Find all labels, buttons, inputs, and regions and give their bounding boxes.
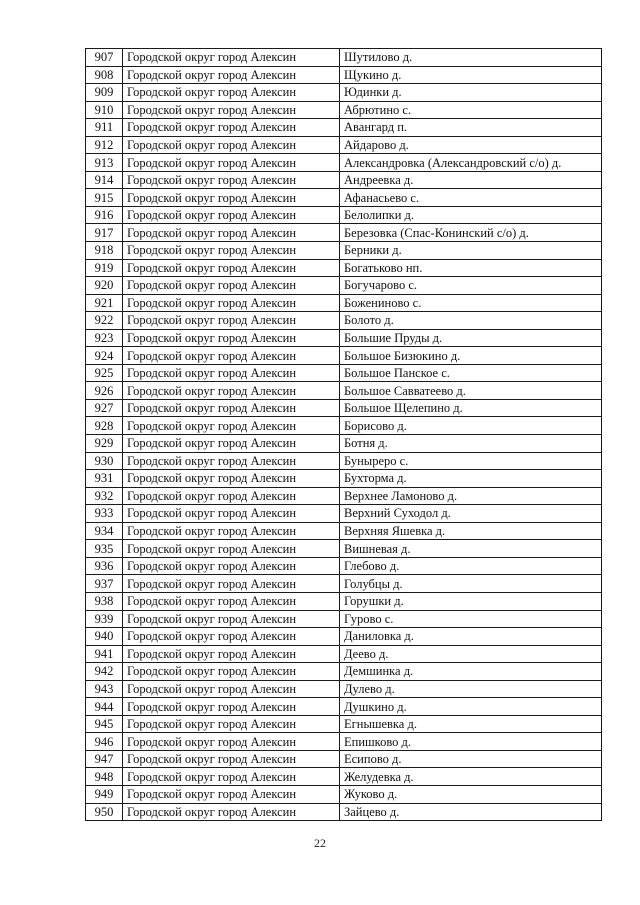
settlement-cell: Большое Бизюкино д. xyxy=(340,347,602,365)
row-number-cell: 918 xyxy=(86,242,123,260)
table-row xyxy=(86,645,602,663)
table-row xyxy=(86,312,602,330)
row-number-cell: 921 xyxy=(86,294,123,312)
table-row xyxy=(86,698,602,716)
settlement-cell: Божениново с. xyxy=(340,294,602,312)
table-row xyxy=(86,715,602,733)
district-cell: Городской округ город Алексин xyxy=(123,417,340,435)
settlement-cell: Большое Панское с. xyxy=(340,364,602,382)
row-number-cell: 928 xyxy=(86,417,123,435)
table-row xyxy=(86,557,602,575)
district-cell: Городской округ город Алексин xyxy=(123,136,340,154)
row-number-cell: 919 xyxy=(86,259,123,277)
district-cell: Городской округ город Алексин xyxy=(123,399,340,417)
row-number-cell: 909 xyxy=(86,84,123,102)
row-number-cell: 910 xyxy=(86,101,123,119)
row-number-cell: 947 xyxy=(86,750,123,768)
table-row xyxy=(86,785,602,803)
settlement-cell: Голубцы д. xyxy=(340,575,602,593)
table-row xyxy=(86,101,602,119)
district-cell: Городской округ город Алексин xyxy=(123,347,340,365)
table-row xyxy=(86,382,602,400)
settlement-cell: Зайцево д. xyxy=(340,803,602,821)
table-row xyxy=(86,136,602,154)
row-number-cell: 920 xyxy=(86,277,123,295)
settlement-cell: Афанасьево с. xyxy=(340,189,602,207)
row-number-cell: 941 xyxy=(86,645,123,663)
district-cell: Городской округ город Алексин xyxy=(123,259,340,277)
table-row xyxy=(86,399,602,417)
settlement-cell: Верхняя Яшевка д. xyxy=(340,522,602,540)
district-cell: Городской округ город Алексин xyxy=(123,119,340,137)
settlement-cell: Верхнее Ламоново д. xyxy=(340,487,602,505)
table-row xyxy=(86,522,602,540)
row-number-cell: 914 xyxy=(86,171,123,189)
row-number-cell: 934 xyxy=(86,522,123,540)
row-number-cell: 942 xyxy=(86,663,123,681)
row-number-cell: 923 xyxy=(86,329,123,347)
row-number-cell: 950 xyxy=(86,803,123,821)
district-cell: Городской округ город Алексин xyxy=(123,294,340,312)
settlement-cell: Шутилово д. xyxy=(340,49,602,67)
district-cell: Городской округ город Алексин xyxy=(123,750,340,768)
row-number-cell: 917 xyxy=(86,224,123,242)
district-cell: Городской округ город Алексин xyxy=(123,610,340,628)
settlement-cell: Абрютино с. xyxy=(340,101,602,119)
settlement-cell: Большое Савватеево д. xyxy=(340,382,602,400)
table-row xyxy=(86,329,602,347)
settlement-cell: Александровка (Александровский с/о) д. xyxy=(340,154,602,172)
row-number-cell: 940 xyxy=(86,628,123,646)
table-row xyxy=(86,592,602,610)
row-number-cell: 913 xyxy=(86,154,123,172)
row-number-cell: 924 xyxy=(86,347,123,365)
table-row xyxy=(86,189,602,207)
table-row xyxy=(86,364,602,382)
page-number: 22 xyxy=(314,836,326,850)
table-row xyxy=(86,206,602,224)
settlement-cell: Большое Щелепино д. xyxy=(340,399,602,417)
table-row xyxy=(86,417,602,435)
settlement-cell: Щукино д. xyxy=(340,66,602,84)
table-row xyxy=(86,435,602,453)
row-number-cell: 938 xyxy=(86,592,123,610)
district-cell: Городской округ город Алексин xyxy=(123,715,340,733)
district-cell: Городской округ город Алексин xyxy=(123,435,340,453)
settlement-cell: Душкино д. xyxy=(340,698,602,716)
settlement-cell: Горушки д. xyxy=(340,592,602,610)
row-number-cell: 931 xyxy=(86,470,123,488)
table-row xyxy=(86,487,602,505)
settlement-cell: Гурово с. xyxy=(340,610,602,628)
settlement-cell: Борисово д. xyxy=(340,417,602,435)
district-cell: Городской округ город Алексин xyxy=(123,487,340,505)
district-cell: Городской округ город Алексин xyxy=(123,470,340,488)
row-number-cell: 916 xyxy=(86,206,123,224)
district-cell: Городской округ город Алексин xyxy=(123,803,340,821)
table-row xyxy=(86,505,602,523)
settlement-cell: Болото д. xyxy=(340,312,602,330)
row-number-cell: 937 xyxy=(86,575,123,593)
settlement-cell: Вишневая д. xyxy=(340,540,602,558)
table-row xyxy=(86,663,602,681)
row-number-cell: 929 xyxy=(86,435,123,453)
row-number-cell: 930 xyxy=(86,452,123,470)
district-cell: Городской округ город Алексин xyxy=(123,698,340,716)
district-cell: Городской округ город Алексин xyxy=(123,592,340,610)
district-cell: Городской округ город Алексин xyxy=(123,277,340,295)
district-cell: Городской округ город Алексин xyxy=(123,628,340,646)
table-row xyxy=(86,242,602,260)
table-row xyxy=(86,803,602,821)
settlement-cell: Дулево д. xyxy=(340,680,602,698)
settlement-cell: Богатьково нп. xyxy=(340,259,602,277)
row-number-cell: 907 xyxy=(86,49,123,67)
row-number-cell: 948 xyxy=(86,768,123,786)
settlement-cell: Демшинка д. xyxy=(340,663,602,681)
district-cell: Городской округ город Алексин xyxy=(123,680,340,698)
table-body xyxy=(86,49,602,821)
settlement-cell: Андреевка д. xyxy=(340,171,602,189)
row-number-cell: 939 xyxy=(86,610,123,628)
table-row xyxy=(86,294,602,312)
settlement-cell: Юдинки д. xyxy=(340,84,602,102)
row-number-cell: 943 xyxy=(86,680,123,698)
settlement-cell: Березовка (Спас-Конинский с/о) д. xyxy=(340,224,602,242)
settlement-cell: Желудевка д. xyxy=(340,768,602,786)
settlement-cell: Есипово д. xyxy=(340,750,602,768)
table-row xyxy=(86,452,602,470)
row-number-cell: 944 xyxy=(86,698,123,716)
row-number-cell: 922 xyxy=(86,312,123,330)
row-number-cell: 932 xyxy=(86,487,123,505)
settlement-cell: Ботня д. xyxy=(340,435,602,453)
district-cell: Городской округ город Алексин xyxy=(123,557,340,575)
row-number-cell: 926 xyxy=(86,382,123,400)
settlement-cell: Глебово д. xyxy=(340,557,602,575)
district-cell: Городской округ город Алексин xyxy=(123,242,340,260)
district-cell: Городской округ город Алексин xyxy=(123,189,340,207)
district-cell: Городской округ город Алексин xyxy=(123,206,340,224)
district-cell: Городской округ город Алексин xyxy=(123,768,340,786)
row-number-cell: 915 xyxy=(86,189,123,207)
district-cell: Городской округ город Алексин xyxy=(123,645,340,663)
district-cell: Городской округ город Алексин xyxy=(123,171,340,189)
table-row xyxy=(86,750,602,768)
table-row xyxy=(86,768,602,786)
settlements-table xyxy=(85,48,602,821)
settlement-cell: Берники д. xyxy=(340,242,602,260)
settlement-cell: Буныреро с. xyxy=(340,452,602,470)
district-cell: Городской округ город Алексин xyxy=(123,84,340,102)
district-cell: Городской округ город Алексин xyxy=(123,663,340,681)
settlement-cell: Большие Пруды д. xyxy=(340,329,602,347)
table-row xyxy=(86,119,602,137)
settlement-cell: Богучарово с. xyxy=(340,277,602,295)
table-row xyxy=(86,66,602,84)
settlement-cell: Белолипки д. xyxy=(340,206,602,224)
district-cell: Городской округ город Алексин xyxy=(123,154,340,172)
settlement-cell: Жуково д. xyxy=(340,785,602,803)
district-cell: Городской округ город Алексин xyxy=(123,540,340,558)
settlement-cell: Даниловка д. xyxy=(340,628,602,646)
district-cell: Городской округ город Алексин xyxy=(123,49,340,67)
row-number-cell: 945 xyxy=(86,715,123,733)
settlement-cell: Бухторма д. xyxy=(340,470,602,488)
table-row xyxy=(86,628,602,646)
district-cell: Городской округ город Алексин xyxy=(123,329,340,347)
settlement-cell: Айдарово д. xyxy=(340,136,602,154)
district-cell: Городской округ город Алексин xyxy=(123,364,340,382)
table-row xyxy=(86,680,602,698)
district-cell: Городской округ город Алексин xyxy=(123,66,340,84)
settlement-cell: Егнышевка д. xyxy=(340,715,602,733)
table-row xyxy=(86,575,602,593)
table-row xyxy=(86,171,602,189)
district-cell: Городской округ город Алексин xyxy=(123,785,340,803)
table-row xyxy=(86,224,602,242)
district-cell: Городской округ город Алексин xyxy=(123,101,340,119)
district-cell: Городской округ город Алексин xyxy=(123,382,340,400)
row-number-cell: 927 xyxy=(86,399,123,417)
settlement-cell: Епишково д. xyxy=(340,733,602,751)
district-cell: Городской округ город Алексин xyxy=(123,733,340,751)
table-row xyxy=(86,84,602,102)
district-cell: Городской округ город Алексин xyxy=(123,312,340,330)
table-row xyxy=(86,733,602,751)
row-number-cell: 935 xyxy=(86,540,123,558)
district-cell: Городской округ город Алексин xyxy=(123,522,340,540)
row-number-cell: 925 xyxy=(86,364,123,382)
row-number-cell: 908 xyxy=(86,66,123,84)
table-row xyxy=(86,49,602,67)
table-row xyxy=(86,540,602,558)
table-row xyxy=(86,610,602,628)
settlement-cell: Авангард п. xyxy=(340,119,602,137)
row-number-cell: 949 xyxy=(86,785,123,803)
district-cell: Городской округ город Алексин xyxy=(123,575,340,593)
table-row xyxy=(86,470,602,488)
row-number-cell: 946 xyxy=(86,733,123,751)
settlement-cell: Верхний Суходол д. xyxy=(340,505,602,523)
table-row xyxy=(86,347,602,365)
table-row xyxy=(86,259,602,277)
settlement-cell: Деево д. xyxy=(340,645,602,663)
row-number-cell: 933 xyxy=(86,505,123,523)
row-number-cell: 911 xyxy=(86,119,123,137)
district-cell: Городской округ город Алексин xyxy=(123,452,340,470)
district-cell: Городской округ город Алексин xyxy=(123,224,340,242)
district-cell: Городской округ город Алексин xyxy=(123,505,340,523)
row-number-cell: 936 xyxy=(86,557,123,575)
table-row xyxy=(86,277,602,295)
table-row xyxy=(86,154,602,172)
row-number-cell: 912 xyxy=(86,136,123,154)
